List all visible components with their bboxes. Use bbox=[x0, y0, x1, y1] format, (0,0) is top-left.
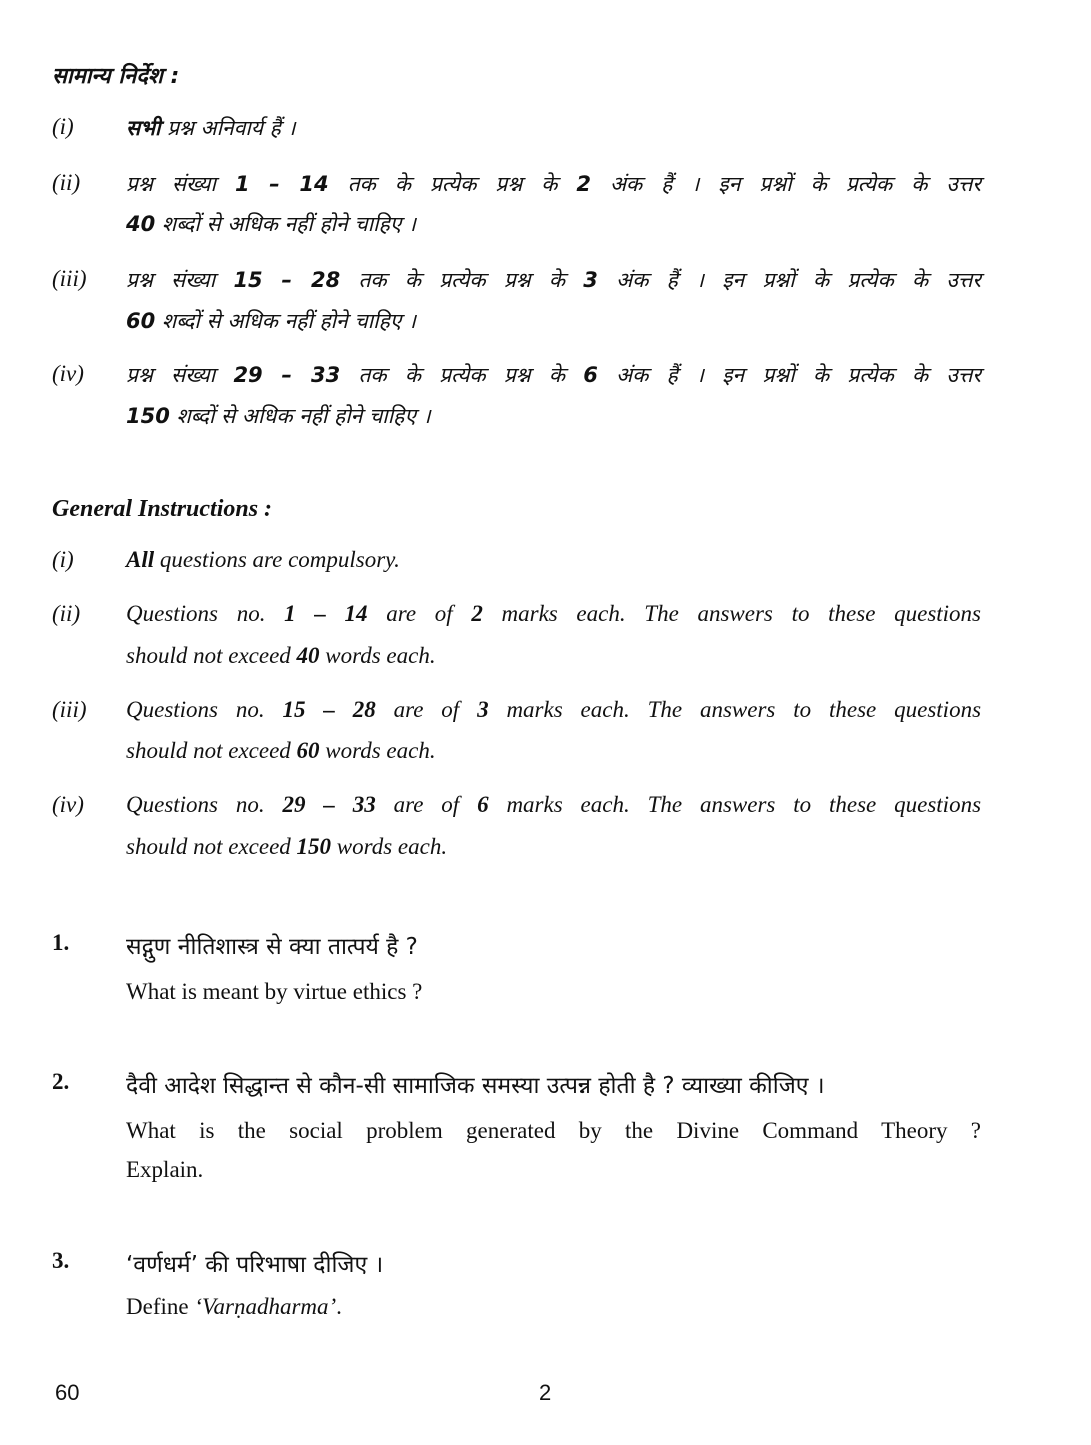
text-run: तक के प्रत्येक प्रश्न के bbox=[340, 363, 584, 387]
bold-text: 40 bbox=[126, 212, 156, 236]
text-run: Questions no. bbox=[126, 792, 283, 817]
bold-text: 2 bbox=[576, 172, 591, 196]
english-item-number: (iii) bbox=[52, 697, 87, 722]
text-run: marks each. The answers to these questions bbox=[482, 601, 981, 626]
hindi-item-line bbox=[126, 210, 981, 238]
text-run: What is meant by virtue ethics ? bbox=[126, 979, 423, 1004]
question-hindi-text bbox=[126, 1068, 981, 1100]
bold-text: 6 bbox=[477, 792, 489, 817]
paper-code: 60 bbox=[55, 1380, 80, 1405]
text-run: should not exceed bbox=[126, 834, 297, 859]
bold-text: 29 – 33 bbox=[233, 363, 341, 387]
english-instructions-title: General Instructions : bbox=[52, 496, 273, 522]
question-english-text bbox=[126, 1294, 981, 1320]
text-run: marks each. The answers to these questions bbox=[488, 697, 982, 722]
text-run: अंक हैं । इन प्रश्नों के प्रत्येक के उत्तर bbox=[597, 363, 981, 387]
bold-text: 60 bbox=[126, 309, 156, 333]
bold-text: All bbox=[126, 547, 155, 572]
english-item-line bbox=[126, 834, 981, 860]
text-run: अंक हैं । इन प्रश्नों के प्रत्येक के उत्तर bbox=[597, 268, 981, 292]
hindi-item-number: (ii) bbox=[52, 170, 81, 195]
text-run: प्रश्न संख्या bbox=[126, 268, 234, 292]
english-item-line bbox=[126, 547, 981, 573]
text-run: What is the social problem generated by the Divine Command Theory ? bbox=[126, 1118, 981, 1143]
text-run: questions are compulsory. bbox=[154, 547, 400, 572]
text-run: प्रश्न संख्या bbox=[126, 363, 234, 387]
text-run: Questions no. bbox=[126, 601, 285, 626]
question-english-text bbox=[126, 1118, 981, 1144]
english-item-line bbox=[126, 738, 981, 764]
english-item-number: (i) bbox=[52, 547, 74, 572]
bold-text: 15 – 28 bbox=[282, 697, 376, 722]
text-run: words each. bbox=[319, 738, 436, 763]
hindi-instructions-title: सामान्य निर्देश : bbox=[52, 64, 180, 89]
text-run: are of bbox=[367, 601, 472, 626]
text-run: words each. bbox=[331, 834, 448, 859]
bold-text: 150 bbox=[126, 404, 170, 428]
text-run: ‘वर्णधर्म’ की परिभाषा दीजिए । bbox=[126, 1252, 384, 1278]
text-run: अंक हैं । इन प्रश्नों के प्रत्येक के उत्तर bbox=[590, 172, 981, 196]
text-run: are of bbox=[375, 792, 478, 817]
english-item-line bbox=[126, 792, 981, 818]
hindi-item-line bbox=[126, 361, 981, 389]
italic-text: ‘Varṇadharma’ bbox=[194, 1294, 337, 1319]
text-run: तक के प्रत्येक प्रश्न के bbox=[340, 268, 584, 292]
hindi-item-line bbox=[126, 114, 981, 142]
bold-text: 3 bbox=[477, 697, 489, 722]
bold-text: सभी bbox=[126, 116, 161, 140]
bold-text: 1 – 14 bbox=[234, 172, 329, 196]
bold-text: 1 – 14 bbox=[284, 601, 368, 626]
text-run: प्रश्न अनिवार्य हैं । bbox=[160, 116, 296, 140]
hindi-item-line bbox=[126, 307, 981, 335]
text-run: Explain. bbox=[126, 1157, 204, 1182]
text-run: शब्दों से अधिक नहीं होने चाहिए । bbox=[155, 212, 416, 236]
bold-text: 40 bbox=[296, 643, 320, 668]
text-run: marks each. The answers to these questions bbox=[488, 792, 982, 817]
text-run: Questions no. bbox=[126, 697, 283, 722]
bold-text: 29 – 33 bbox=[282, 792, 376, 817]
hindi-item-number: (i) bbox=[52, 114, 74, 139]
text-run: शब्दों से अधिक नहीं होने चाहिए । bbox=[155, 309, 416, 333]
question-number: 2. bbox=[52, 1069, 70, 1094]
hindi-item-line bbox=[126, 266, 981, 294]
hindi-item-number: (iv) bbox=[52, 361, 84, 386]
text-run: दैवी आदेश सिद्धान्त से कौन-सी सामाजिक समस्या उत्पन्न होती है ? व्याख्या कीजिए । bbox=[126, 1073, 825, 1099]
question-number: 1. bbox=[52, 930, 70, 955]
hindi-item-line bbox=[126, 402, 981, 430]
bold-text: 2 bbox=[471, 601, 483, 626]
bold-text: 15 – 28 bbox=[233, 268, 341, 292]
question-hindi-text bbox=[126, 929, 981, 961]
text-run: शब्दों से अधिक नहीं होने चाहिए । bbox=[169, 404, 431, 428]
question-number: 3. bbox=[52, 1248, 70, 1273]
text-run: सद्गुण नीतिशास्त्र से क्या तात्पर्य है ? bbox=[126, 934, 418, 960]
hindi-item-number: (iii) bbox=[52, 266, 87, 291]
text-run: तक के प्रत्येक प्रश्न के bbox=[328, 172, 577, 196]
bold-text: 3 bbox=[583, 268, 598, 292]
bold-text: 60 bbox=[296, 738, 320, 763]
english-item-number: (iv) bbox=[52, 792, 84, 817]
question-hindi-text bbox=[126, 1247, 981, 1279]
english-item-line bbox=[126, 601, 981, 627]
english-item-line bbox=[126, 697, 981, 723]
text-run: should not exceed bbox=[126, 643, 297, 668]
text-run: . bbox=[336, 1294, 342, 1319]
bold-text: 6 bbox=[583, 363, 598, 387]
hindi-item-line bbox=[126, 170, 981, 198]
text-run: words each. bbox=[319, 643, 436, 668]
page-number: 2 bbox=[539, 1380, 552, 1405]
text-run: are of bbox=[375, 697, 478, 722]
text-run: should not exceed bbox=[126, 738, 297, 763]
text-run: प्रश्न संख्या bbox=[126, 172, 235, 196]
english-item-number: (ii) bbox=[52, 601, 81, 626]
text-run: Define bbox=[126, 1294, 195, 1319]
question-english-text bbox=[126, 1157, 981, 1183]
question-english-text bbox=[126, 979, 981, 1005]
bold-text: 150 bbox=[296, 834, 332, 859]
english-item-line bbox=[126, 643, 981, 669]
